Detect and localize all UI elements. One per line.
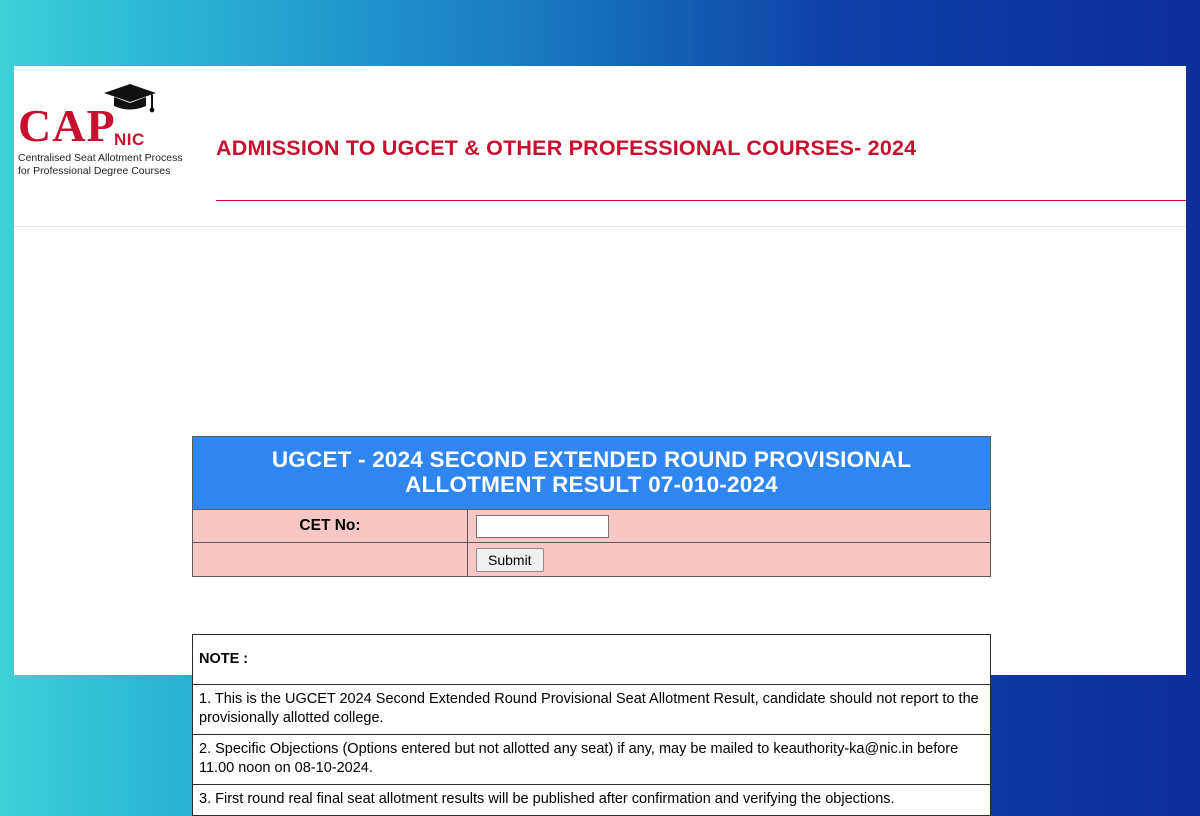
result-banner-row <box>193 437 991 510</box>
note-row <box>193 685 991 735</box>
site-header <box>14 66 1186 227</box>
submit-spacer-cell <box>193 543 468 577</box>
note-item: 2. Specific Objections (Options entered but not allotted any seat) if any, may be mailed to keauthority-ka@nic.in before 11.00 noon on 08-10-2024. <box>193 735 991 785</box>
cet-input-cell <box>468 510 991 543</box>
note-item: 3. First round real final seat allotment results will be published after confirmation and verifying the objections. <box>193 785 991 816</box>
allotment-result-form <box>192 436 991 577</box>
note-heading: NOTE : <box>193 635 991 685</box>
result-banner-line2: ALLOTMENT RESULT 07-010-2024 <box>405 472 778 497</box>
submit-button[interactable]: Submit <box>476 548 544 572</box>
header-divider <box>216 200 1186 201</box>
note-item: 1. This is the UGCET 2024 Second Extended Round Provisional Seat Allotment Result, candidate should not report to the provisionally allotted college. <box>193 685 991 735</box>
submit-row <box>193 543 991 577</box>
page-sheet <box>14 66 1186 807</box>
logo-subtitle <box>18 152 218 177</box>
cet-number-label: CET No: <box>193 510 468 543</box>
logo-subtitle-line2: for Professional Degree Courses <box>18 164 171 177</box>
cet-row <box>193 510 991 543</box>
note-heading-row <box>193 635 991 685</box>
result-banner <box>193 437 991 510</box>
note-row <box>193 735 991 785</box>
result-banner-line1: UGCET - 2024 SECOND EXTENDED ROUND PROVISIONAL <box>271 447 912 472</box>
note-row <box>193 785 991 816</box>
site-logo[interactable] <box>18 100 214 177</box>
logo-nic-text: NIC <box>114 130 145 149</box>
page-title-text: ADMISSION TO UGCET & OTHER PROFESSIONAL COURSES- 2024 <box>216 136 917 160</box>
note-panel <box>192 634 991 816</box>
cet-number-input[interactable] <box>476 515 609 538</box>
logo-main-text: CAP <box>18 100 116 151</box>
page-title <box>216 136 1186 161</box>
logo-subtitle-line1: Centralised Seat Allotment Process <box>18 152 183 164</box>
submit-cell <box>468 543 991 577</box>
